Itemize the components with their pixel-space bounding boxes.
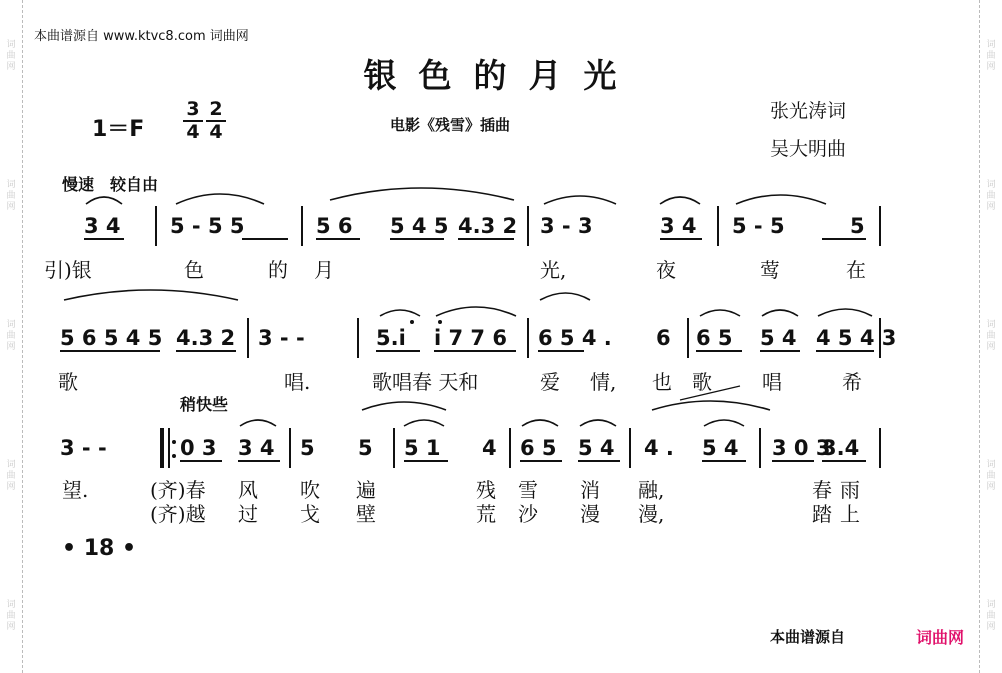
lyric: 夜 — [656, 258, 676, 282]
note-group: 5 6 5 4 5 — [60, 326, 163, 350]
slur — [64, 290, 238, 300]
note-group: 4.3 2 — [458, 214, 518, 238]
lyric: 情, — [590, 370, 617, 394]
note-group: 3 4 — [660, 214, 697, 238]
lyric: 遍 — [356, 478, 376, 502]
lyric: (齐)越 — [150, 502, 206, 526]
note-group: 6 5 4 . — [538, 326, 612, 350]
slur — [580, 420, 616, 426]
lyric: 沙 — [518, 502, 538, 526]
key-signature: 1＝F — [92, 117, 145, 142]
lyric: 上 — [840, 502, 860, 526]
note-group: 3 - - — [258, 326, 305, 350]
lyric: 雪 — [518, 478, 538, 502]
time-signature-2-4: 2 4 — [206, 100, 226, 142]
time-signature-3-4: 3 4 — [183, 100, 203, 142]
watermark-right: 词 曲 网 — [986, 40, 996, 72]
note-group: 3 4 — [238, 436, 275, 460]
slur — [540, 293, 590, 300]
lyric: 漫, — [638, 502, 665, 526]
slur — [704, 420, 744, 426]
slur — [362, 402, 446, 410]
lyric: 戈 — [300, 502, 320, 526]
note-group: 5 - 5 5 — [170, 214, 245, 238]
tempo-marking: 慢速 较自由 — [62, 175, 159, 194]
slur — [736, 195, 826, 204]
note-group: 3 0 3 — [772, 436, 831, 460]
lyric: 消 — [580, 478, 600, 502]
watermark-right: 词 曲 网 — [986, 600, 996, 632]
watermark-left: 词 曲 网 — [6, 320, 16, 352]
slur — [762, 310, 798, 316]
page-number: • 18 • — [62, 536, 137, 561]
lyric: 光, — [540, 258, 567, 282]
watermark-left: 词 曲 网 — [6, 600, 16, 632]
lyric: 的 — [268, 258, 288, 282]
lyric: 雨 — [840, 478, 860, 502]
slur — [652, 401, 770, 410]
watermark-right: 词 曲 网 — [986, 460, 996, 492]
slur — [522, 420, 558, 426]
note-group: 3.4 — [822, 436, 860, 460]
lyric: 望. — [62, 478, 89, 502]
note-group: 6 — [656, 326, 671, 350]
note-group: 5.i — [376, 326, 406, 350]
note-group: 5 4 — [578, 436, 615, 460]
note-group: 3 - - — [60, 436, 107, 460]
slur — [660, 197, 700, 204]
note-group: 5 — [358, 436, 373, 460]
lyric: 踏 — [812, 502, 832, 526]
watermark-right: 词 曲 网 — [986, 320, 996, 352]
note-group: 5 4 — [702, 436, 739, 460]
note-group: 6 5 — [520, 436, 557, 460]
footer-source: 本曲谱源自 — [770, 628, 846, 646]
note-group: i 7 7 6 — [434, 326, 507, 350]
repeat-dot — [172, 440, 176, 444]
lyricist-credit: 张光涛词 — [770, 100, 847, 122]
header-source: 本曲谱源自 www.ktvc8.com 词曲网 — [34, 29, 249, 44]
lyric: 春 — [812, 478, 832, 502]
slur — [436, 307, 516, 316]
lyric: 漫 — [580, 502, 600, 526]
note-group: 4 . — [644, 436, 674, 460]
lyric: 壁 — [356, 502, 376, 526]
slur — [700, 310, 740, 316]
slur — [680, 386, 740, 400]
lyric: 引)银 — [44, 258, 92, 282]
lyric: 唱 — [762, 370, 782, 394]
tempo-marking: 稍快些 — [180, 395, 229, 414]
note-group: 0 3 — [180, 436, 217, 460]
slur — [240, 420, 276, 426]
song-title: 银色的月光 — [363, 56, 639, 95]
watermark-right: 词 曲 网 — [986, 180, 996, 212]
lyric: 荒 — [476, 502, 496, 526]
note-group: 5 — [300, 436, 315, 460]
lyric: 月 — [314, 258, 334, 282]
watermark-left: 词 曲 网 — [6, 40, 16, 72]
note-group: 5 4 5 — [390, 214, 449, 238]
note-group: 4 5 4 3 — [816, 326, 897, 350]
watermark-left: 词 曲 网 — [6, 460, 16, 492]
note-group: 6 5 — [696, 326, 733, 350]
note-group: 4.3 2 — [176, 326, 236, 350]
lyric: 残 — [476, 478, 496, 502]
lyric: 也 — [652, 370, 672, 394]
lyric: 唱. — [284, 370, 311, 394]
slur — [818, 309, 872, 316]
composer-credit: 吴大明曲 — [770, 138, 847, 160]
slur — [544, 196, 616, 204]
lyric: 色 — [184, 258, 204, 282]
lyric: 在 — [846, 258, 866, 282]
note-group: 5 4 — [760, 326, 797, 350]
slur — [86, 197, 122, 204]
lyric: 融, — [638, 478, 665, 502]
lyric: 莺 — [760, 258, 780, 282]
slur — [330, 188, 514, 200]
lyric: 歌唱春 天和 — [372, 370, 479, 394]
lyric: 风 — [238, 478, 258, 502]
slur — [380, 310, 420, 316]
lyric: 希 — [842, 370, 862, 394]
note-group: 3 - 3 — [540, 214, 593, 238]
lyric: 吹 — [300, 478, 320, 502]
note-group: 3 4 — [84, 214, 121, 238]
lyric: (齐)春 — [150, 478, 206, 502]
lyric: 歌 — [58, 370, 78, 394]
lyric: 爱 — [540, 370, 560, 394]
octave-dot — [438, 320, 442, 324]
watermark-left: 词 曲 网 — [6, 180, 16, 212]
film-subtitle: 电影《残雪》插曲 — [390, 116, 511, 134]
note-group: 5 - 5 — [732, 214, 785, 238]
note-group: 5 6 — [316, 214, 353, 238]
footer-brand-link[interactable]: 词曲网 — [916, 628, 965, 647]
octave-dot — [410, 320, 414, 324]
note-group: 5 — [850, 214, 865, 238]
slur — [404, 420, 444, 426]
lyric: 过 — [238, 502, 258, 526]
note-group: 5 1 — [404, 436, 441, 460]
repeat-dot — [172, 454, 176, 458]
slur — [176, 194, 264, 204]
note-group: 4 — [482, 436, 497, 460]
lyric: 歌 — [692, 370, 712, 394]
